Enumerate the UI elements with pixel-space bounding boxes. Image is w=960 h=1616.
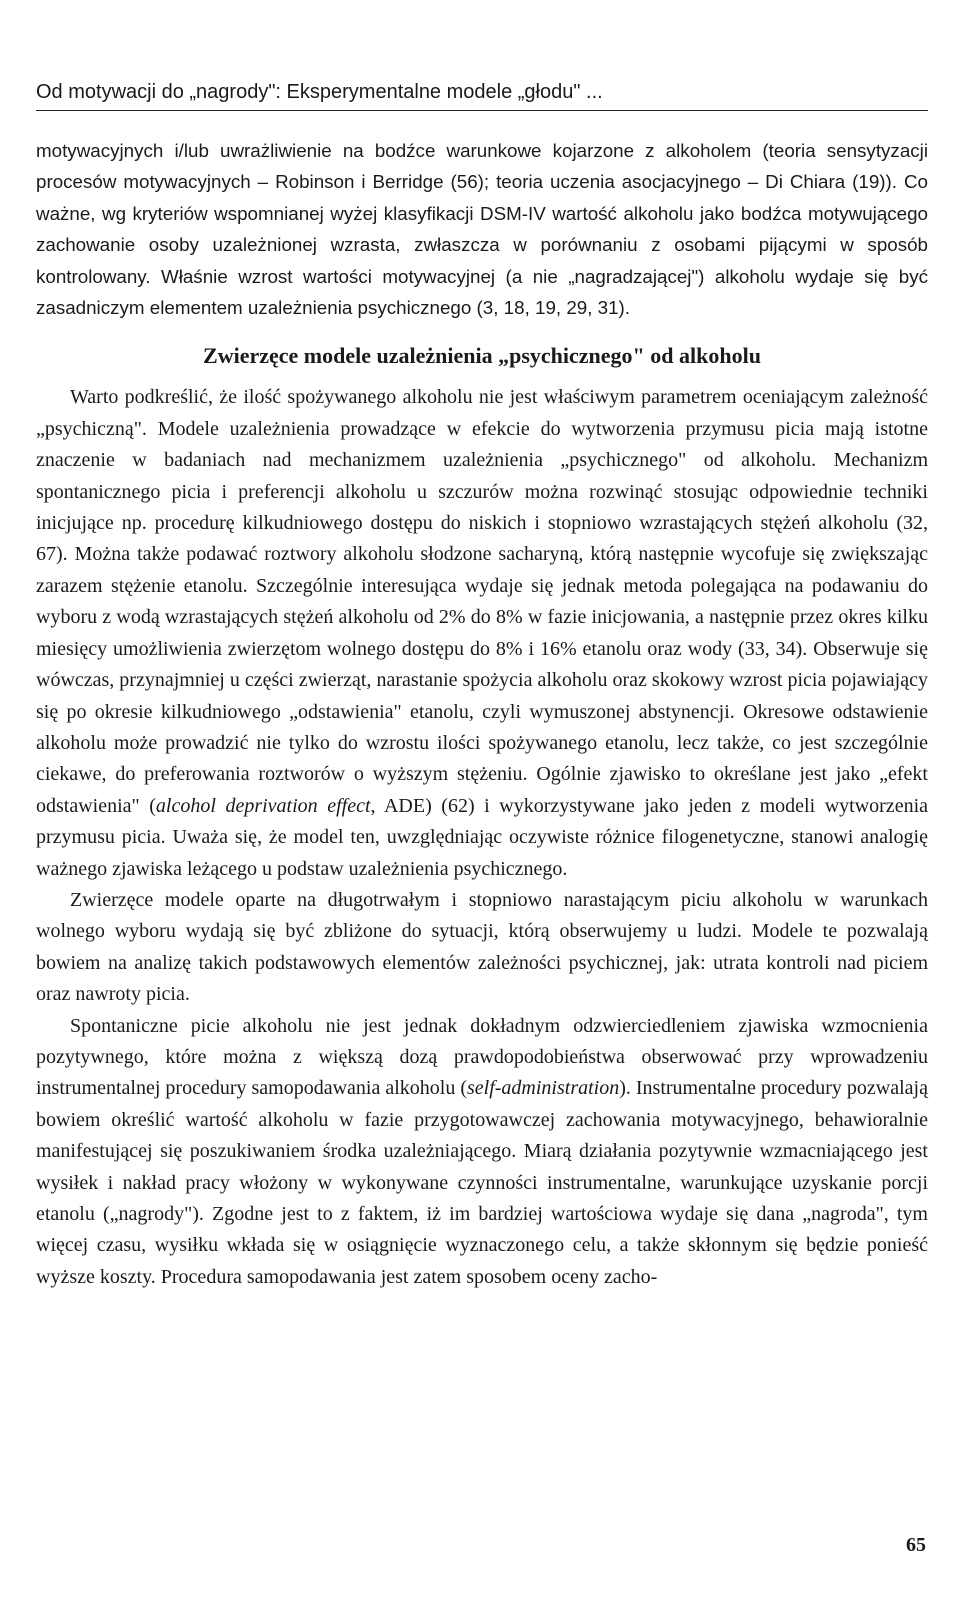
paragraph-4-text: Spontaniczne picie alkoholu nie jest jednak dokładnym odzwierciedleniem zjawiska wzmocnienia pozytywnego, które można z większą dozą prawdopodobieństwa obserwować przy wprowadzeniu instrumentalnej procedury samopodawania alkoholu ( [36, 1014, 928, 1100]
section-heading: Zwierzęce modele uzależnienia „psychicznego" od alkoholu [203, 343, 761, 369]
paragraph-4-text-end: ). Instrumentalne procedury pozwalają bowiem określić wartość alkoholu w fazie przygotowawczej zachowania motywacyjnego, behawioralnie manifestującej się poszukiwaniem środka uzależniającego. Miarą działania pozytywnie wzmacniającego jest wysiłek i nakład pracy włożony w wykonywane czynności instrumentalne, warunkujące uzyskanie porcji etanolu („nagrody"). Zgodne jest to z faktem, iż im bardziej wartościowa wydaje się dana „nagroda", tym więcej czasu, wysiłku wkłada się w osiągnięcie wyznaczonego celu, a także skłonnym się będzie ponieść wyższe koszty. Procedura samopodawania jest zatem sposobem oceny zacho- [36, 1077, 928, 1288]
continued-paragraph: motywacyjnych i/lub uwrażliwienie na bodźce warunkowe kojarzone z alkoholem (teoria sensytyzacji procesów motywacyjnych – Robinson i Berridge (56); teoria uczenia asocjacyjnego – Di Chiara (19)). Co ważne, wg kryteriów wspomnianej wyżej klasyfikacji DSM-IV wartość alkoholu jako bodźca motywującego zachowanie osoby uzależnionej wzrasta, zwłaszcza w porównaniu z osobami pijącymi w sposób kontrolowany. Właśnie wzrost wartości motywacyjnej (a nie „nagradzającej") alkoholu wydaje się być zasadniczym elementem uzależnienia psychicznego (3, 18, 19, 29, 31). [36, 140, 928, 319]
paragraph-2-text: Warto podkreślić, że ilość spożywanego alkoholu nie jest właściwym parametrem oceniającym zależność „psychiczną". Modele uzależnienia prowadzące w efekcie do wytworzenia przymusu picia mają istotne znaczenie w badaniach nad mechanizmem uzależnienia „psychicznego" od alkoholu. Mechanizm spontanicznego picia i preferencji alkoholu u szczurów można rozwinąć stosując odpowiednie techniki inicjujące np. procedurę kilkudniowego dostępu do niskich i stopniowo wzrastających stężeń alkoholu (32, 67). Można także podawać roztwory alkoholu słodzone sacharyną, którą następnie wycofuje się zwiększając zarazem stężenie etanolu. Szczególnie interesująca wydaje się jednak metoda polegająca na podawaniu do wyboru z wodą wzrastających stężeń alkoholu od 2% do 8% w fazie inicjowania, a następnie przez okres kilku miesięcy umożliwienia zwierzętom wolnego dostępu do 8% i 16% etanolu oraz wody (33, 34). Obserwuje się wówczas, przynajmniej u części zwierząt, narastanie spożycia alkoholu oraz skokowy wzrost picia pojawiający się po okresie kilkudniowego „odstawienia" etanolu, czyli wymuszonej abstynencji. Okresowe odstawienie alkoholu może prowadzić nie tylko do wzrostu ilości spożywanego etanolu, lecz także, co jest szczególnie ciekawe, do preferowania roztworów o wyższym stężeniu. Ogólnie zjawisko to określane jest jako „efekt odstawienia" ( [36, 386, 928, 817]
paragraph-2-italic-term: alcohol deprivation effect [155, 794, 371, 817]
paragraph-2 [36, 382, 928, 885]
paragraph-2-text-end: , ADE) (62) i wykorzystywane jako jeden z modeli wytworzenia przymusu picia. Uważa się, że model ten, uwzględniając oczywiste różnice filogenetyczne, stanowi analogię ważnego zjawiska leżącego u podstaw uzależnienia psychicznego. [36, 794, 928, 880]
paragraph-4-italic-term: self-administration [467, 1077, 620, 1100]
paragraph-3: Zwierzęce modele oparte na długotrwałym i stopniowo narastającym piciu alkoholu w warunkach wolnego wyboru wydają się być zbliżone do sytuacji, którą obserwujemy u ludzi. Modele te pozwalają bowiem na analizę takich podstawowych elementów zależności psychicznej, jak: utrata kontroli nad piciem oraz nawroty picia. [36, 888, 928, 1006]
body-text [36, 135, 928, 1293]
paragraph-4 [36, 1011, 928, 1294]
page-number: 65 [906, 1534, 926, 1556]
page [36, 80, 928, 1293]
running-header: Od motywacji do „nagrody": Eksperymentalne modele „głodu" ... [36, 80, 928, 111]
